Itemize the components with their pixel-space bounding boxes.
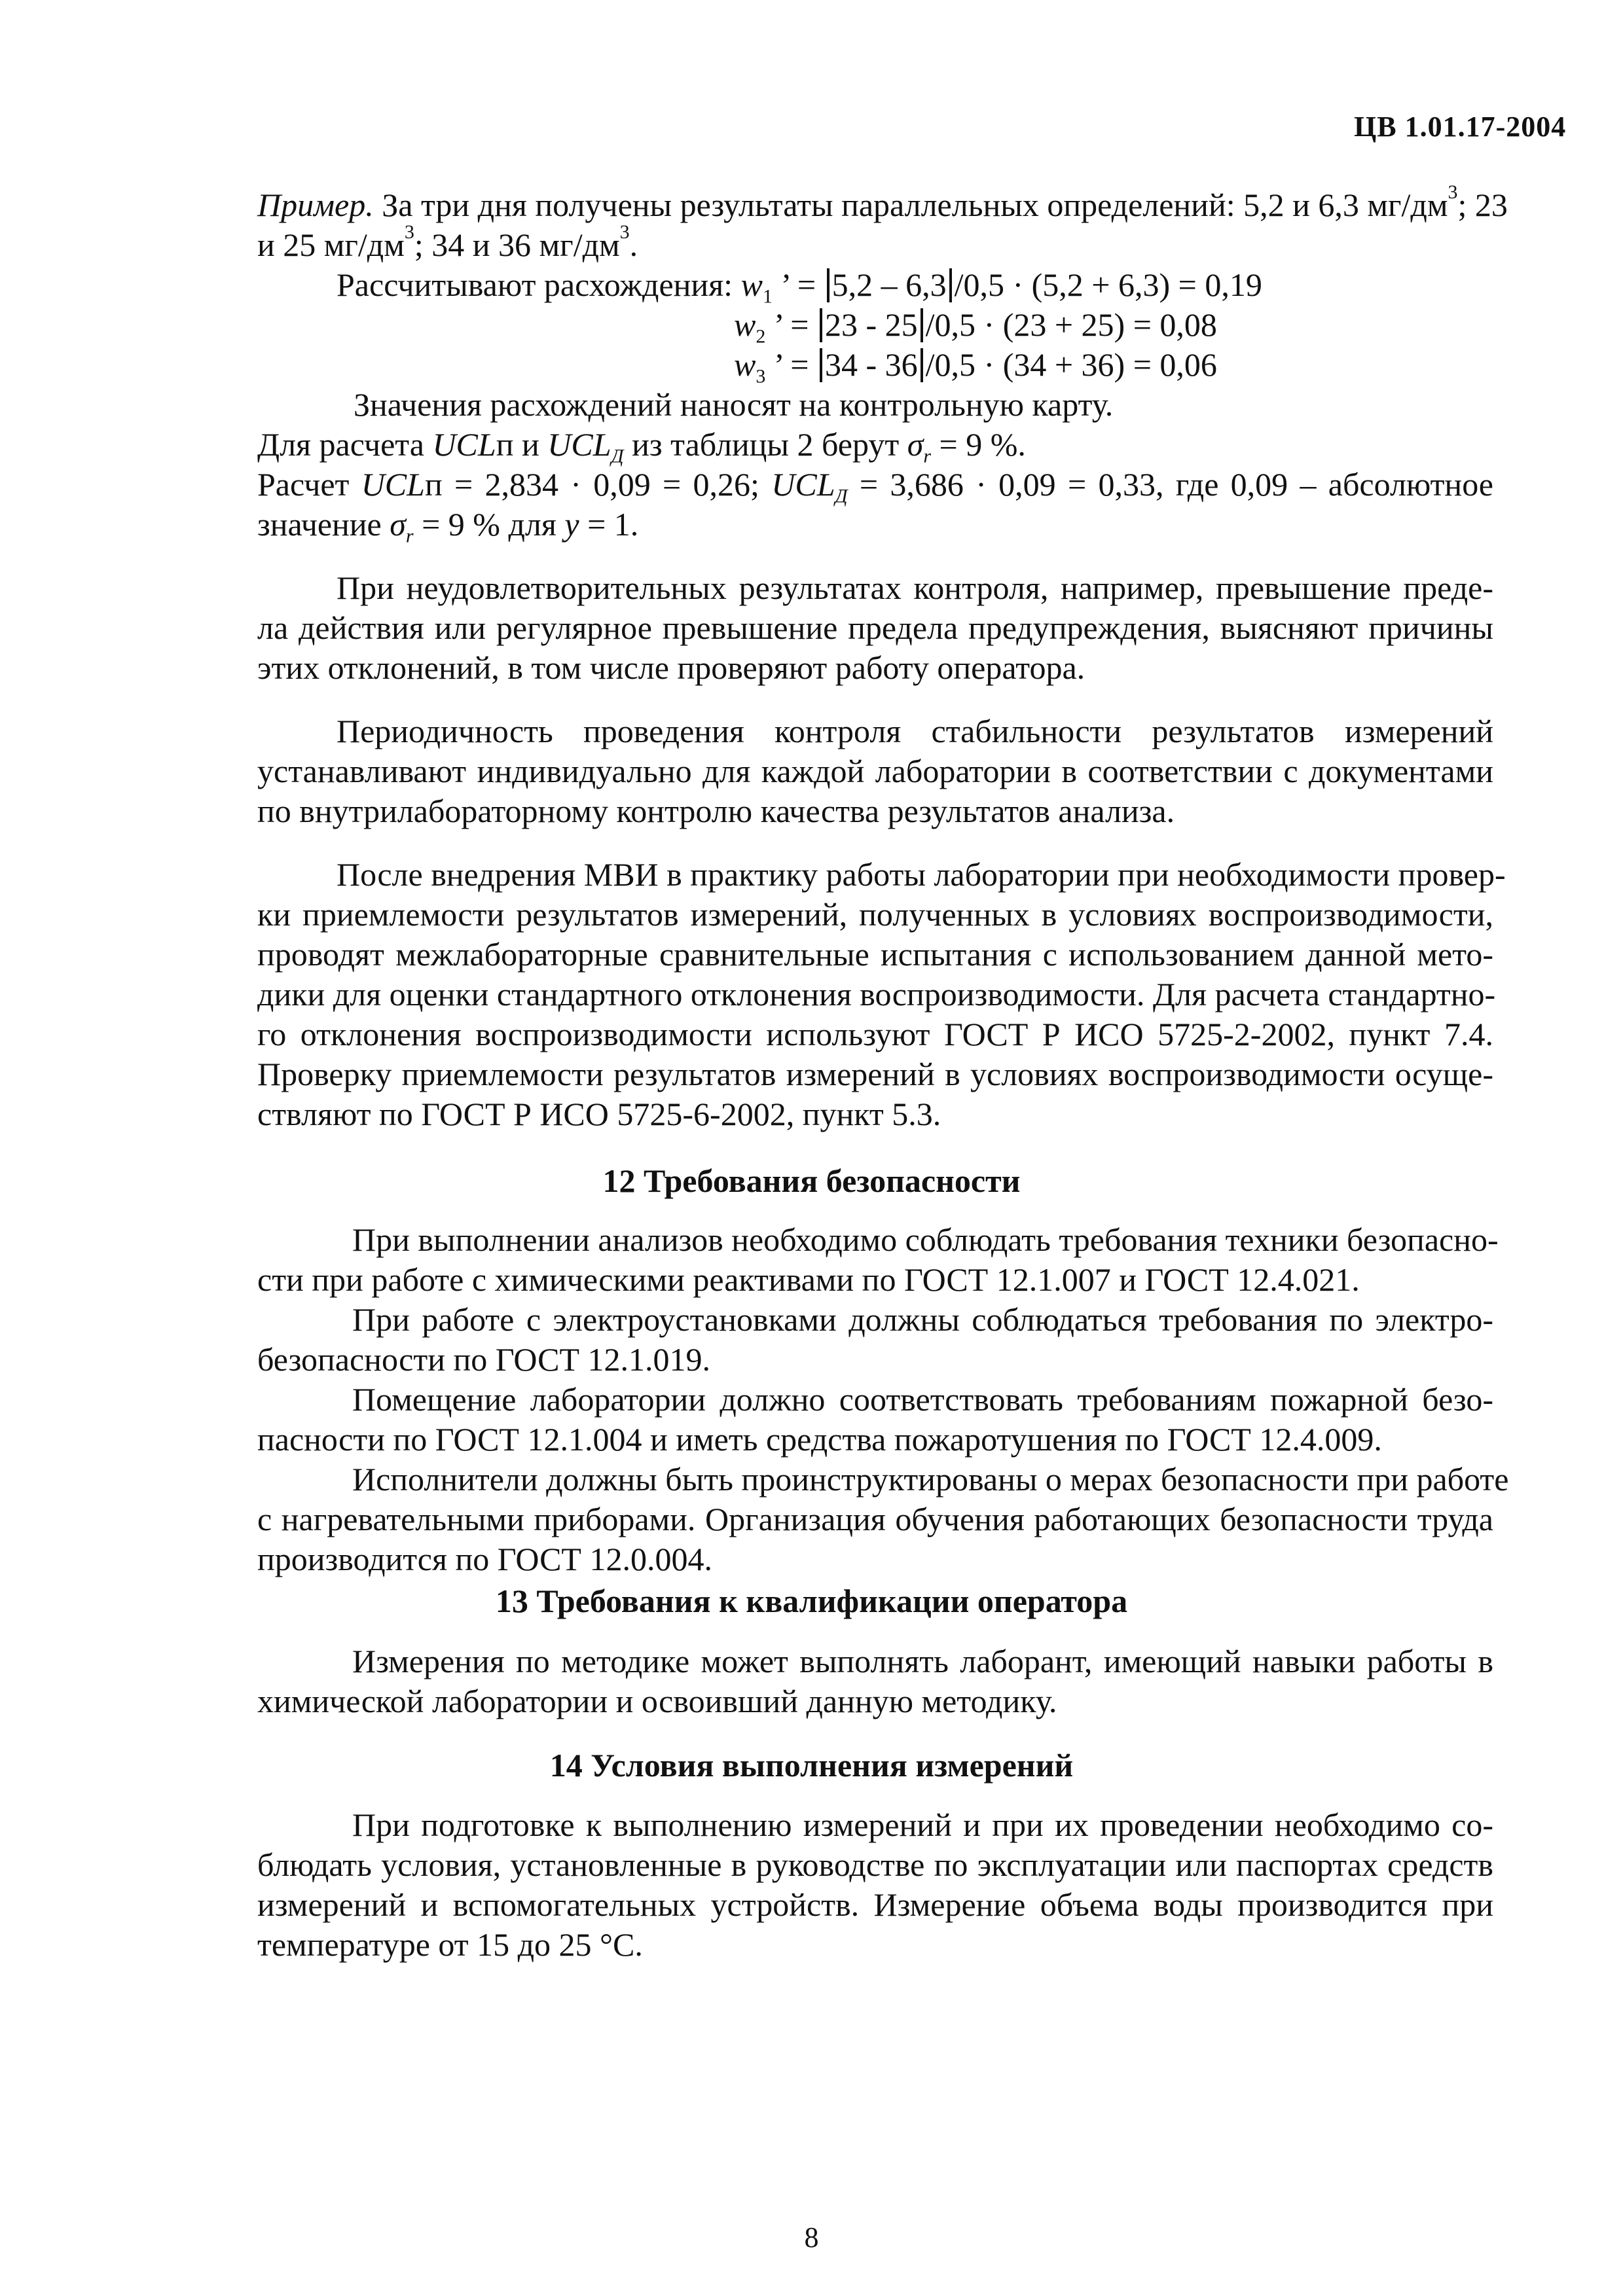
example-intro-line-2: и 25 $мг/дм^3$; 34 и 36 $мг/дм^3$. [257,221,638,263]
ucl-calc-line-1: Расчет UCLп = 2,834 · 0,09 = 0,26; $UCL_Д = 3,686 \cdot 0,09 = 0,33$, где 0,09 – абсолютное [257,466,1493,507]
paragraph-text: сти при работе с химическими реактивами по ГОСТ 12.1.007 и ГОСТ 12.4.021. [257,1261,1360,1298]
abs-bar [820,308,822,342]
formula-w2: $w_2$ ’ = 23 - 25 /0,5 · (23 + 25) = 0,08 [734,306,1217,348]
paragraph-text: по внутрилабораторному контролю качества результатов анализа. [257,793,1175,829]
paragraph-text: этих отклонений, в том числе проверяют работу оператора. [257,649,1085,686]
paragraph-text: го отклонения воспроизводимости используют ГОСТ Р ИСО 5725-2-2002, пункт 7.4. [257,1016,1493,1052]
paragraph-text: пасности по ГОСТ 12.1.004 и иметь средства пожаротушения по ГОСТ 12.4.009. [257,1421,1382,1458]
abs-bar [820,348,822,382]
abs-bar [921,348,923,382]
paragraph-text: блюдать условия, установленные в руководстве по эксплуатации или паспортах средств [257,1846,1493,1883]
paragraph-text: Периодичность проведения контроля стабильности результатов измерений [337,713,1493,749]
paragraph-text: производится по ГОСТ 12.0.004. [257,1541,712,1577]
paragraph-text: устанавливают индивидуально для каждой лаборатории в соответствии с документами [257,753,1493,789]
section-heading: 13 Требования к квалификации оператора [495,1583,1128,1619]
paragraph-text: Измерения по методике может выполнять лаборант, имеющий навыки работы в [352,1643,1493,1679]
formula-w1: Рассчитывают расхождения: $w_1$ ’ = 5,2 – 6,3 /0,5 · (5,2 + 6,3) = 0,19 [337,266,1262,308]
paragraph-text: Помещение лаборатории должно соответствовать требованиям пожарной безо- [352,1381,1493,1418]
abs-bar [949,268,952,302]
paragraph-text: При неудовлетворительных результатах контроля, например, превышение преде- [337,569,1493,606]
abs-bar [921,308,923,342]
ucl-source-line: Для расчета UCLп и $UCL_Д$ из таблицы 2 берут $\sigma_r = 9$ %. [257,426,1026,467]
example-label: Пример. [257,187,374,223]
section-heading: 14 Условия выполнения измерений [549,1747,1074,1784]
paragraph-text: После внедрения МВИ в практику работы лаборатории при необходимости провер- [337,856,1506,893]
paragraph-text: с нагревательными приборами. Организация обучения работающих безопасности труда [257,1501,1493,1537]
paragraph-text: При выполнении анализов необходимо соблюдать требования техники безопасно- [352,1221,1499,1258]
paragraph-text: Проверку приемлемости результатов измерений в условиях воспроизводимости осуще- [257,1056,1493,1092]
paragraph-text: химической лаборатории и освоивший данную методику. [257,1683,1057,1719]
page-number: 8 [804,2221,819,2253]
paragraph-text: безопасности по ГОСТ 12.1.019. [257,1341,711,1378]
control-chart-note: Значения расхождений наносят на контрольную карту. [354,386,1114,423]
section-heading: 12 Требования безопасности [602,1162,1021,1199]
paragraph-text: измерений и вспомогательных устройств. Измерение объема воды производится при [257,1886,1493,1923]
example-intro-line-1: Пример. За три дня получены результаты параллельных определений: 5,2 и 6,3 $мг/дм^3$; 23 [257,181,1508,223]
paragraph-text: проводят межлабораторные сравнительные испытания с использованием данной мето- [257,936,1493,973]
paragraph-text: дики для оценки стандартного отклонения воспроизводимости. Для расчета стандартно- [257,976,1496,1013]
formula-w3: $w_3$ ’ = 34 - 36 /0,5 · (34 + 36) = 0,06 [734,346,1217,387]
paragraph-text: температуре от 15 до 25 °С. [257,1926,643,1963]
paragraph-text: ла действия или регулярное превышение предела предупреждения, выясняют причины [257,609,1493,646]
document-code: ЦВ 1.01.17-2004 [1354,111,1567,143]
paragraph-text: При работе с электроустановками должны соблюдаться требования по электро- [352,1301,1493,1338]
ucl-calc-line-2: значение $\sigma_r = 9$ % для y = 1. [257,506,639,547]
paragraph-text: ки приемлемости результатов измерений, полученных в условиях воспроизводимости, [257,896,1493,933]
paragraph-text: Исполнители должны быть проинструктированы о мерах безопасности при работе [352,1461,1509,1498]
paragraph-text: При подготовке к выполнению измерений и при их проведении необходимо со- [352,1806,1493,1843]
abs-bar [827,268,830,302]
paragraph-text: ствляют по ГОСТ Р ИСО 5725-6-2002, пункт 5.3. [257,1096,941,1132]
